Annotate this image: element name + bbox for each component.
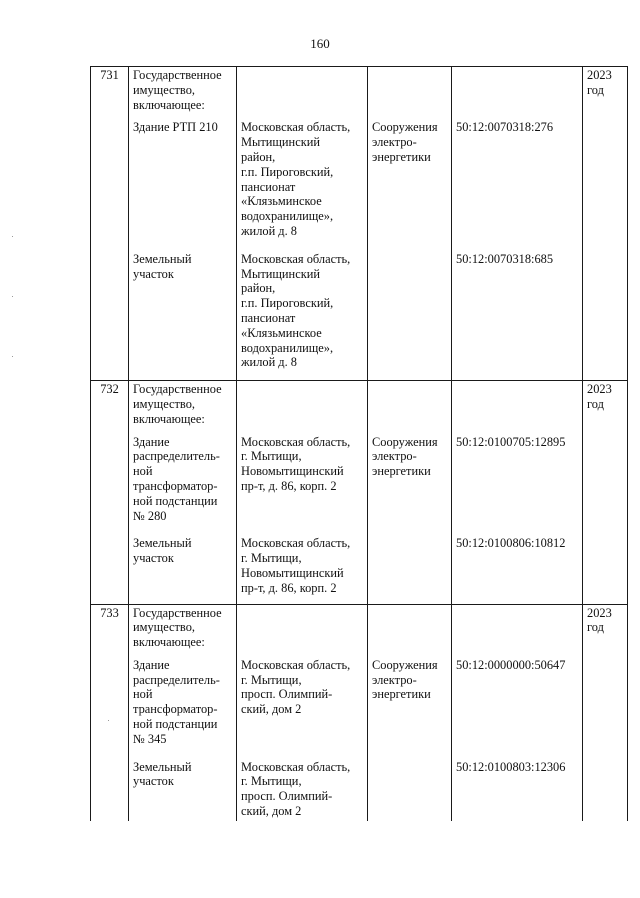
table-row xyxy=(91,747,628,821)
scan-speck xyxy=(12,296,13,297)
item-cadastral-number: 50:12:0070318:276 xyxy=(452,112,583,238)
item-cadastral-number: 50:12:0000000:50647 xyxy=(452,650,583,747)
scan-speck xyxy=(12,236,13,237)
item-purpose: Сооружения электро- энергетики xyxy=(368,650,452,747)
year-cell: 2023 год xyxy=(583,604,628,650)
cadastral-cell xyxy=(452,381,583,427)
address-cell xyxy=(237,604,368,650)
item-name: Здание распределитель- ной трансформатор- ной подстанции № 280 xyxy=(129,427,237,524)
item-address: Московская область, Мытищинский район, г.п. Пироговский, пансионат «Клязьминское водохранилище», жилой д. 8 xyxy=(237,112,368,238)
item-purpose xyxy=(368,747,452,821)
item-purpose xyxy=(368,523,452,604)
item-address: Московская область, г. Мытищи, просп. Олимпий- ский, дом 2 xyxy=(237,650,368,747)
table-row xyxy=(91,604,628,650)
address-cell xyxy=(237,381,368,427)
table-row xyxy=(91,427,628,524)
address-cell xyxy=(237,67,368,113)
item-address: Московская область, Мытищинский район, г.п. Пироговский, пансионат «Клязьминское водохранилище», жилой д. 8 xyxy=(237,239,368,381)
table-row xyxy=(91,239,628,381)
cadastral-cell xyxy=(452,604,583,650)
item-name: Земельный участок xyxy=(129,747,237,821)
item-purpose: Сооружения электро- энергетики xyxy=(368,112,452,238)
item-cadastral-number: 50:12:0070318:685 xyxy=(452,239,583,381)
year-cell: 2023 год xyxy=(583,381,628,427)
item-purpose xyxy=(368,239,452,381)
row-number: 732 xyxy=(91,381,129,427)
page-number: 160 xyxy=(310,36,330,51)
row-number: 731 xyxy=(91,67,129,113)
year-cell: 2023 год xyxy=(583,67,628,113)
purpose-cell xyxy=(368,381,452,427)
item-cadastral-number: 50:12:0100803:12306 xyxy=(452,747,583,821)
item-purpose: Сооружения электро- энергетики xyxy=(368,427,452,524)
item-name: Здание распределитель- ной трансформатор- ной подстанции № 345 xyxy=(129,650,237,747)
item-address: Московская область, г. Мытищи, просп. Олимпий- ский, дом 2 xyxy=(237,747,368,821)
table-row xyxy=(91,381,628,427)
row-number: 733 xyxy=(91,604,129,650)
group-label: Государственное имущество, включающее: xyxy=(129,381,237,427)
table-row xyxy=(91,523,628,604)
group-label: Государственное имущество, включающее: xyxy=(129,67,237,113)
table-row xyxy=(91,650,628,747)
property-registry-table xyxy=(90,66,628,821)
item-cadastral-number: 50:12:0100806:10812 xyxy=(452,523,583,604)
cadastral-cell xyxy=(452,67,583,113)
item-name: Земельный участок xyxy=(129,523,237,604)
table-row xyxy=(91,67,628,113)
scan-speck xyxy=(108,720,109,721)
scan-speck xyxy=(12,356,13,357)
purpose-cell xyxy=(368,604,452,650)
group-label: Государственное имущество, включающее: xyxy=(129,604,237,650)
item-cadastral-number: 50:12:0100705:12895 xyxy=(452,427,583,524)
item-address: Московская область, г. Мытищи, Новомытищинский пр-т, д. 86, корп. 2 xyxy=(237,523,368,604)
item-name: Земельный участок xyxy=(129,239,237,381)
item-name: Здание РТП 210 xyxy=(129,112,237,238)
table-row xyxy=(91,112,628,238)
purpose-cell xyxy=(368,67,452,113)
item-address: Московская область, г. Мытищи, Новомытищинский пр-т, д. 86, корп. 2 xyxy=(237,427,368,524)
